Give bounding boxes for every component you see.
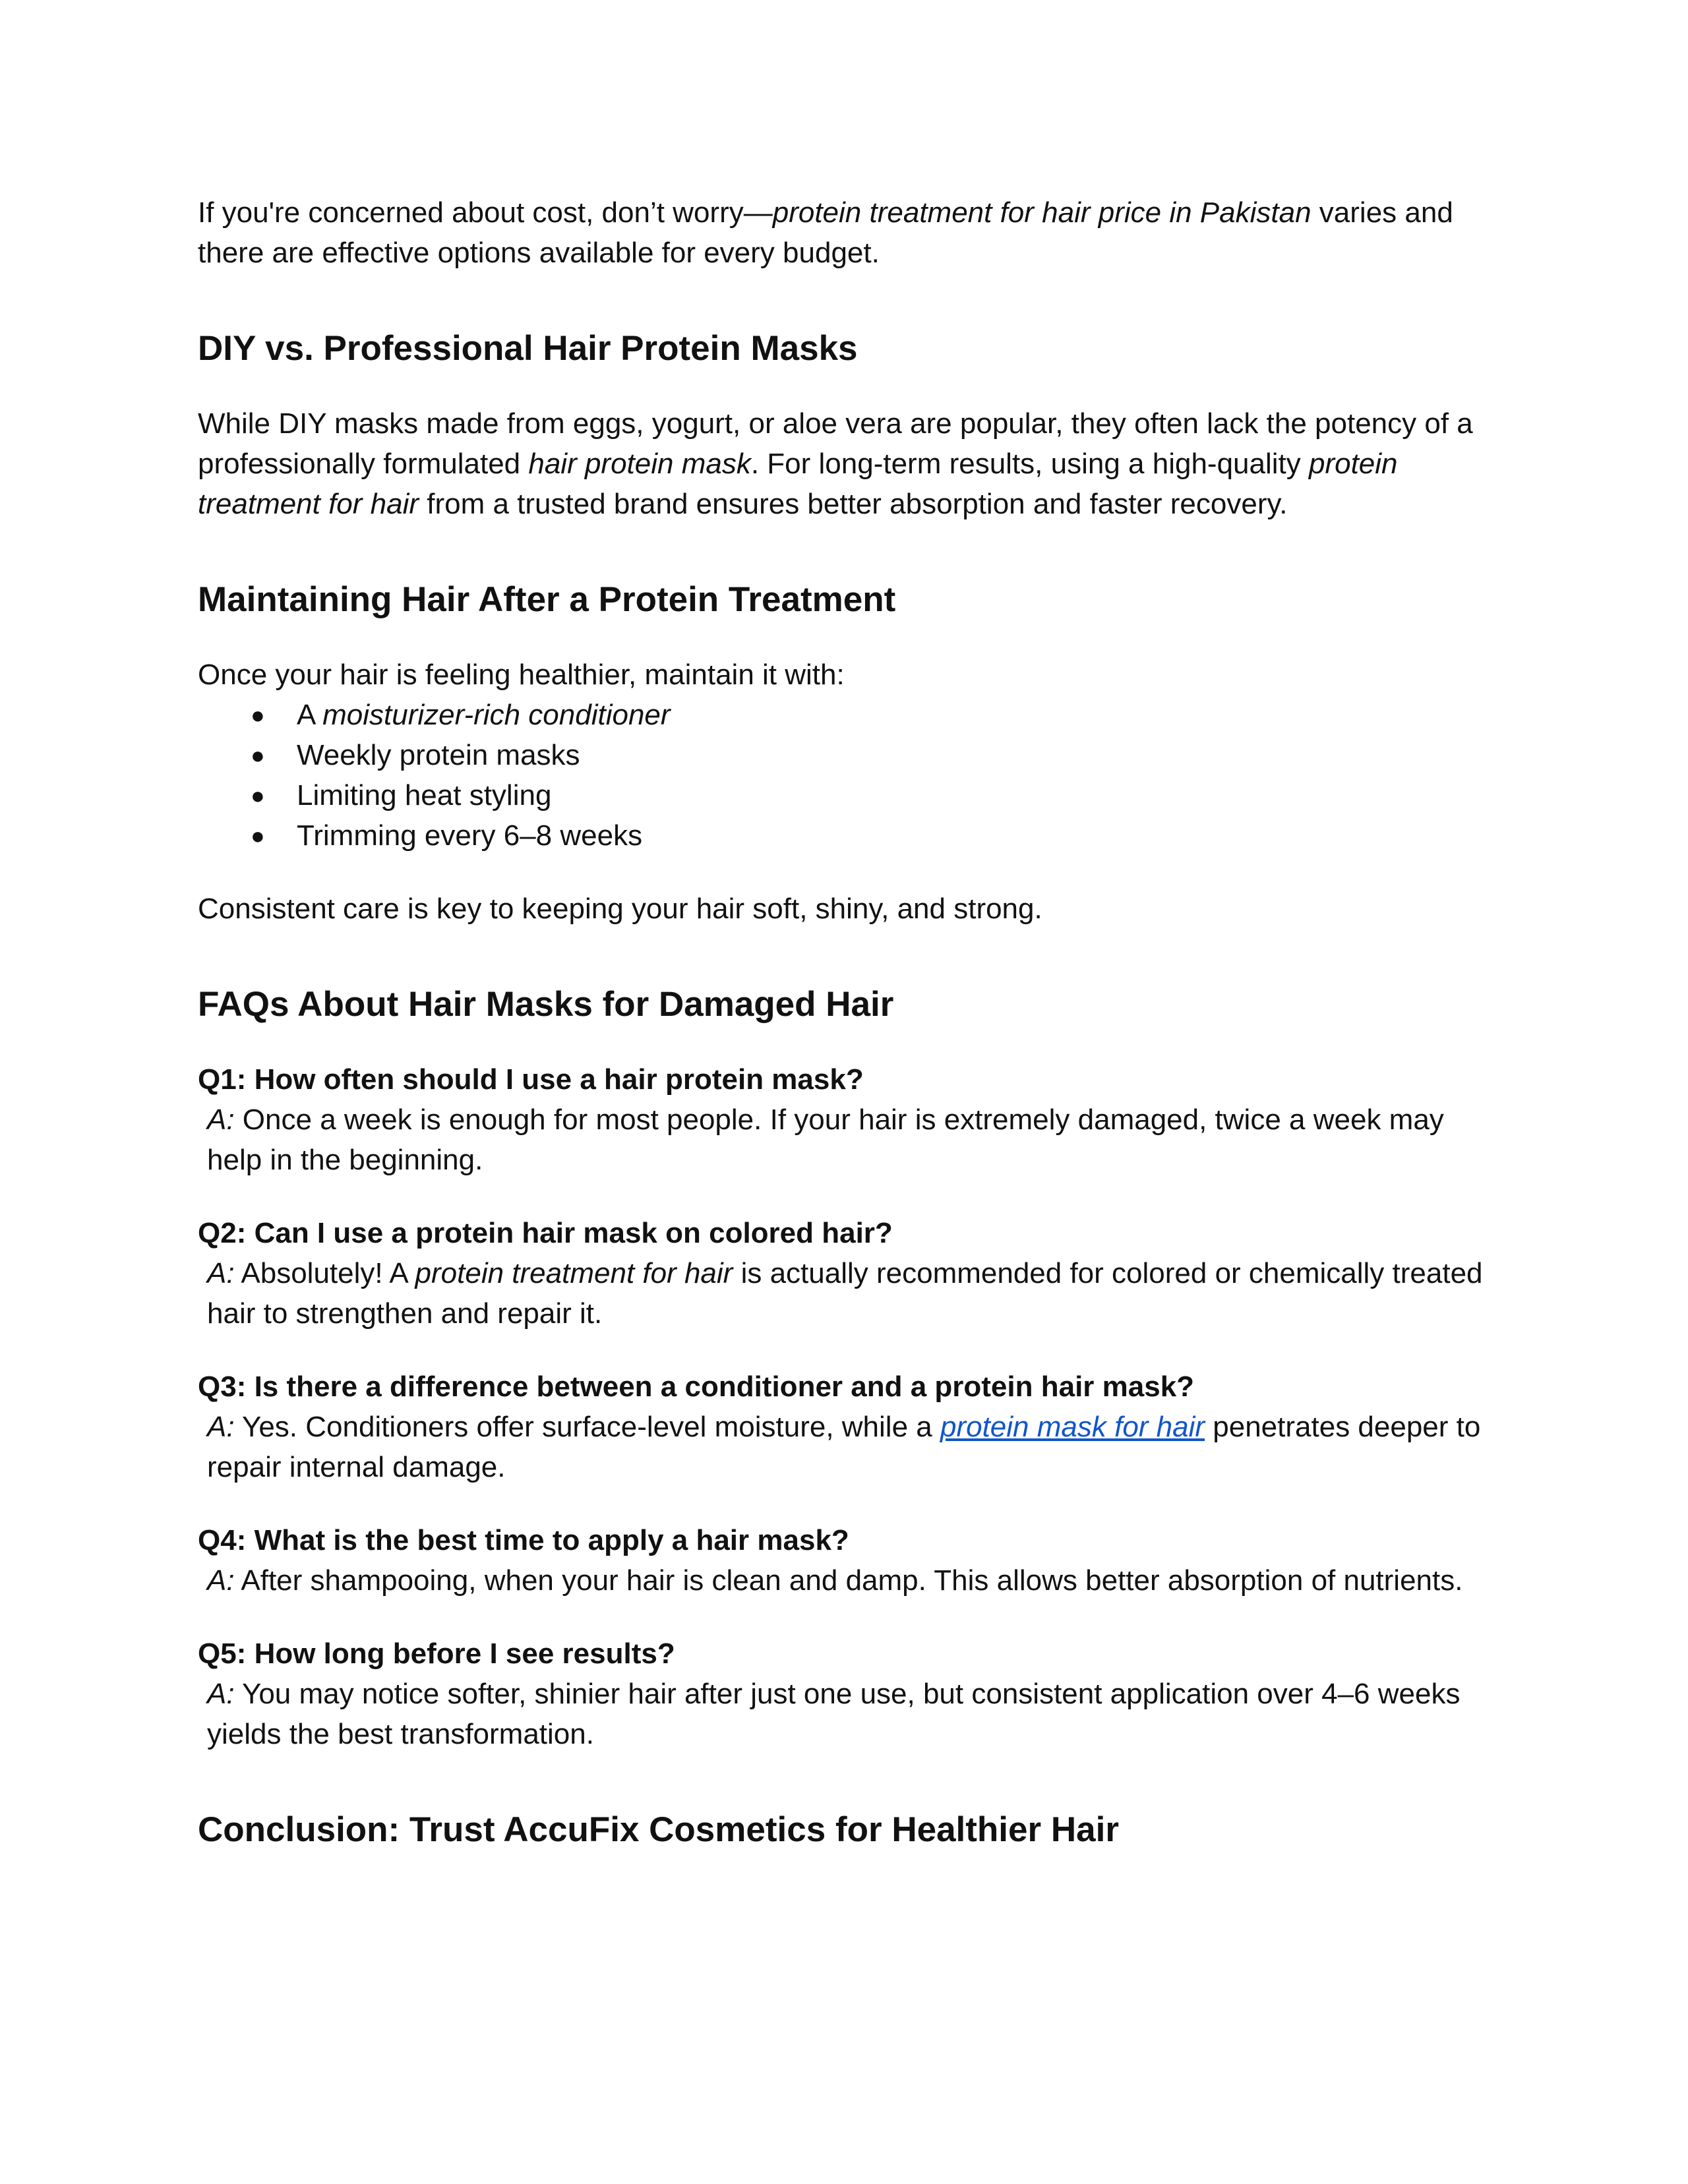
faq-answer — [198, 1407, 1490, 1487]
answer-text: penetrates deeper to repair internal damage. — [207, 1411, 1481, 1483]
answer-text: is actually recommended for colored or chemically treated hair to strengthen and repair it. — [207, 1257, 1483, 1330]
faq-answer — [198, 1560, 1490, 1601]
faq-item-1 — [198, 1059, 1490, 1180]
faq-answer — [198, 1674, 1490, 1754]
bullet-icon: ● — [251, 782, 265, 809]
diy-emphasis-1: hair protein mask — [528, 448, 751, 480]
diy-paragraph — [198, 403, 1490, 524]
intro-text-end: varies and there are effective options available for every budget. — [198, 196, 1453, 269]
list-item — [198, 775, 1490, 815]
intro-paragraph — [198, 192, 1490, 273]
list-item-text: A — [297, 699, 323, 731]
faq-answer — [198, 1253, 1490, 1334]
faq-question: Q2: Can I use a protein hair mask on colored hair? — [198, 1217, 893, 1249]
conclusion-heading: Conclusion: Trust AccuFix Cosmetics for Healthier Hair — [198, 1810, 1119, 1849]
answer-label: A: — [207, 1678, 235, 1710]
faq-item-2 — [198, 1213, 1490, 1334]
faq-question: Q5: How long before I see results? — [198, 1638, 675, 1670]
diy-text-3: from a trusted brand ensures better absorption and faster recovery. — [419, 488, 1288, 520]
answer-text: After shampooing, when your hair is clean and damp. This allows better absorption of nutrients. — [234, 1564, 1463, 1597]
answer-text: Yes. Conditioners offer surface-level moisture, while a — [234, 1411, 940, 1443]
list-item — [198, 815, 1490, 856]
list-item-text: Trimming every 6–8 weeks — [297, 819, 643, 852]
list-item-emphasis: moisturizer-rich conditioner — [322, 699, 671, 731]
diy-heading: DIY vs. Professional Hair Protein Masks — [198, 329, 858, 368]
document-page — [198, 192, 1490, 1853]
answer-label: A: — [207, 1564, 235, 1597]
answer-label: A: — [207, 1257, 235, 1289]
answer-text: Once a week is enough for most people. If your hair is extremely damaged, twice a week may help in the beginning. — [207, 1104, 1444, 1176]
faq-heading: FAQs About Hair Masks for Damaged Hair — [198, 985, 894, 1024]
faq-question: Q1: How often should I use a hair protein mask? — [198, 1063, 864, 1096]
bullet-icon: ● — [251, 701, 265, 728]
faq-item-3 — [198, 1367, 1490, 1487]
bullet-icon: ● — [251, 822, 265, 849]
intro-emphasis: protein treatment for hair price in Pakistan — [772, 196, 1311, 229]
diy-text-1: While DIY masks made from eggs, yogurt, or aloe vera are popular, they often lack the potency of a professionally formulated — [198, 407, 1473, 480]
answer-text: You may notice softer, shinier hair after just one use, but consistent application over 4–6 weeks yields the best transformation. — [207, 1678, 1461, 1750]
list-item-text: Weekly protein masks — [297, 739, 580, 771]
faq-question: Q3: Is there a difference between a conditioner and a protein hair mask? — [198, 1371, 1195, 1403]
list-item — [198, 735, 1490, 775]
faq-question: Q4: What is the best time to apply a hair mask? — [198, 1524, 849, 1556]
answer-label: A: — [207, 1411, 235, 1443]
faq-answer — [198, 1100, 1490, 1180]
faq-item-5 — [198, 1634, 1490, 1754]
list-item — [198, 695, 1490, 735]
answer-text: Absolutely! A — [234, 1257, 415, 1289]
answer-label: A: — [207, 1104, 235, 1136]
diy-text-2: . For long-term results, using a high-quality — [750, 448, 1309, 480]
answer-emphasis: protein treatment for hair — [415, 1257, 733, 1289]
diy-emphasis-2: protein treatment for hair — [198, 448, 1398, 520]
maintain-closing: Consistent care is key to keeping your hair soft, shiny, and strong. — [198, 893, 1042, 925]
intro-text-start: If you're concerned about cost, don’t worry— — [198, 196, 773, 229]
bullet-icon: ● — [251, 742, 265, 769]
maintenance-list — [198, 695, 1490, 856]
maintain-heading: Maintaining Hair After a Protein Treatment — [198, 580, 896, 619]
maintain-lead: Once your hair is feeling healthier, maintain it with: — [198, 659, 845, 691]
list-item-text: Limiting heat styling — [297, 779, 552, 812]
protein-mask-link[interactable]: protein mask for hair — [940, 1411, 1205, 1443]
faq-item-4 — [198, 1520, 1490, 1601]
